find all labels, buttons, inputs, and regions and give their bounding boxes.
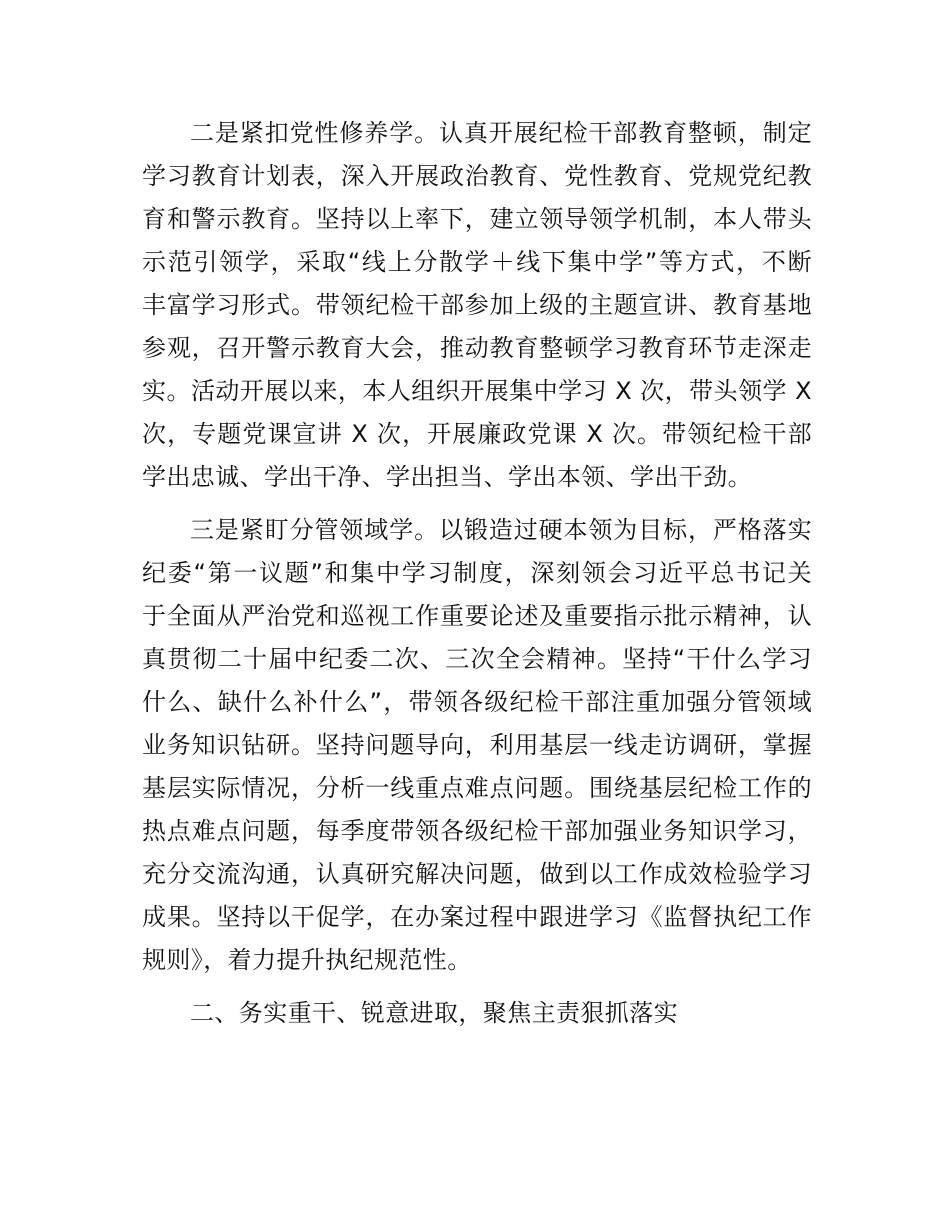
paragraph-supervised-field [142,509,812,982]
paragraph-line: 热点难点问题，每季度带领各级纪检干部加强业务知识学习， [142,817,812,845]
paragraph-line: 纪委“第一议题”和集中学习制度，深刻领会习近平总书记关 [142,559,812,587]
paragraph-party-spirit [142,112,812,499]
paragraph-line: 实。活动开展以来，本人组织开展集中学习 X 次，带头领学 X [142,377,812,405]
section-heading-text: 二、务实重干、锐意进取，聚焦主责狠抓落实 [190,999,678,1027]
paragraph-line: 参观，召开警示教育大会，推动教育整顿学习教育环节走深走 [142,334,812,362]
paragraph-line: 学出忠诚、学出干净、学出担当、学出本领、学出干劲。 [142,463,752,491]
paragraph-line: 充分交流沟通，认真研究解决问题，做到以工作成效检验学习 [142,860,812,888]
paragraph-line: 于全面从严治党和巡视工作重要论述及重要指示批示精神，认 [142,602,812,630]
paragraph-line: 真贯彻二十届中纪委二次、三次全会精神。坚持“干什么学习 [142,645,812,673]
paragraph-line: 二是紧扣党性修养学。认真开展纪检干部教育整顿，制定 [190,119,812,147]
document-body [142,112,812,1045]
paragraph-line: 基层实际情况，分析一线重点难点问题。围绕基层纪检工作的 [142,774,812,802]
paragraph-line: 业务知识钻研。坚持问题导向，利用基层一线走访调研，掌握 [142,731,812,759]
paragraph-line: 三是紧盯分管领域学。以锻造过硬本领为目标，严格落实 [190,516,812,544]
paragraph-line: 示范引领学，采取“线上分散学＋线下集中学”等方式，不断 [142,248,812,276]
paragraph-line: 育和警示教育。坚持以上率下，建立领导领学机制，本人带头 [142,205,812,233]
paragraph-line: 什么、缺什么补什么”，带领各级纪检干部注重加强分管领域 [142,688,812,716]
paragraph-line: 规则》，着力提升执纪规范性。 [142,946,472,974]
section-heading [142,992,812,1035]
paragraph-line: 丰富学习形式。带领纪检干部参加上级的主题宣讲、教育基地 [142,291,812,319]
paragraph-line: 学习教育计划表，深入开展政治教育、党性教育、党规党纪教 [142,162,812,190]
paragraph-line: 成果。坚持以干促学，在办案过程中跟进学习《监督执纪工作 [142,903,812,931]
paragraph-line: 次，专题党课宣讲 X 次，开展廉政党课 X 次。带领纪检干部 [142,420,812,448]
